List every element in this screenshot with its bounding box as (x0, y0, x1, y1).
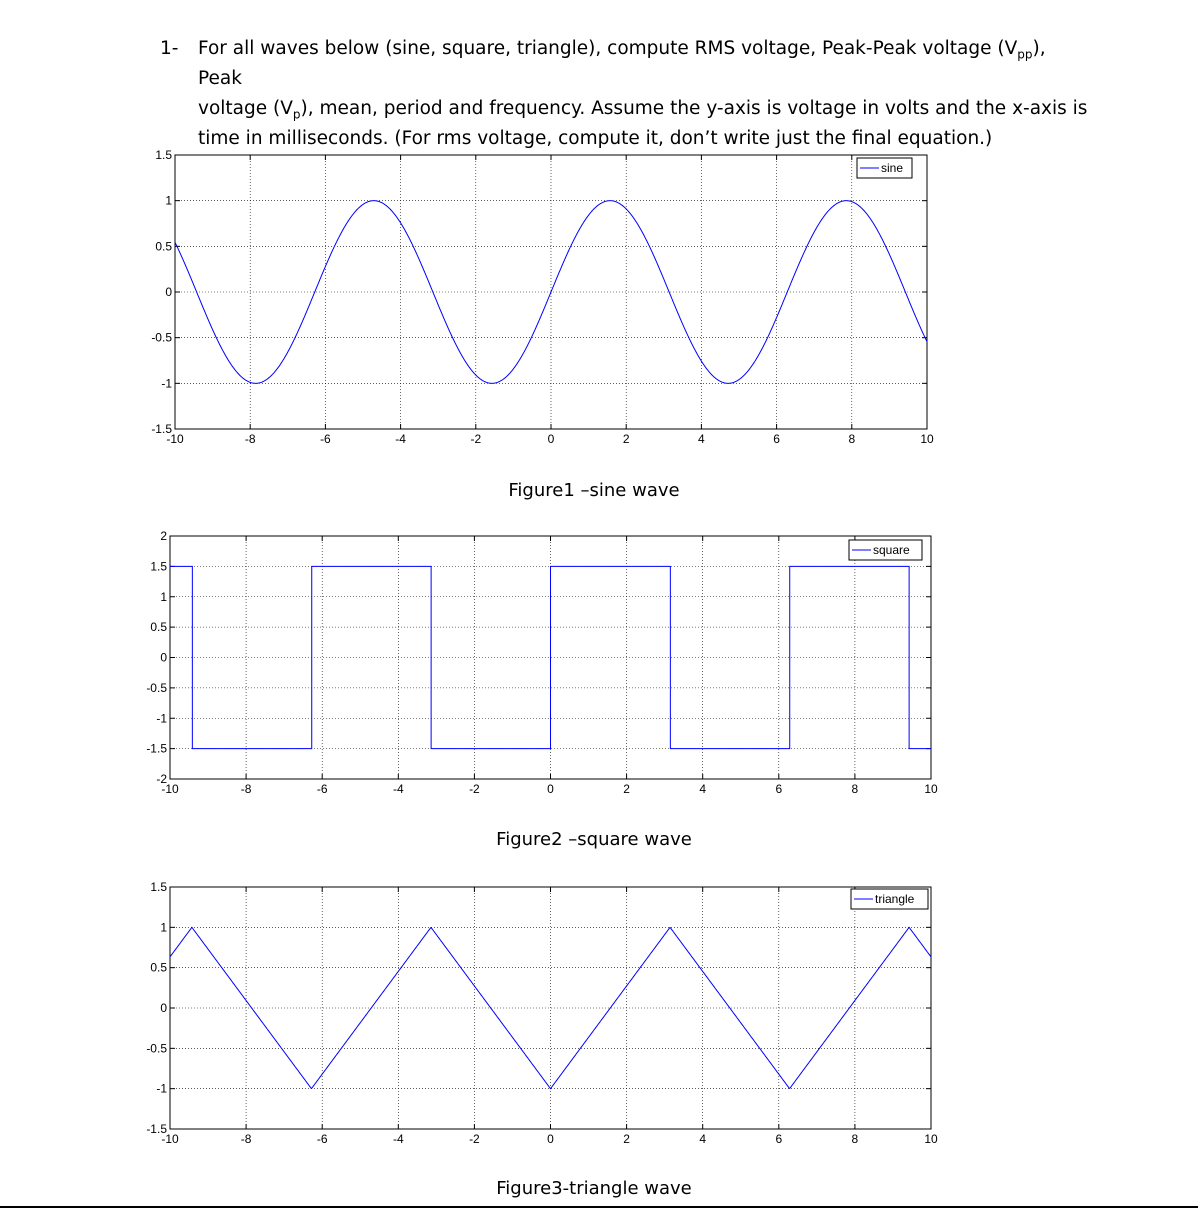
x-tick-label: 8 (851, 1132, 859, 1146)
y-tick-label: 1 (160, 589, 167, 604)
x-tick-label: -2 (469, 1132, 480, 1146)
x-tick-label: -10 (161, 782, 179, 796)
x-tick-label: 6 (775, 782, 783, 796)
legend-label: square (873, 543, 910, 557)
legend-label: sine (881, 161, 904, 175)
x-tick-label: -4 (392, 1132, 404, 1146)
y-tick-label: 0 (165, 285, 172, 299)
y-tick-label: 1.5 (150, 880, 167, 894)
x-tick-label: 4 (698, 432, 705, 446)
x-tick-label: -4 (392, 782, 404, 796)
y-tick-label: -1 (156, 1081, 167, 1096)
question-line1-suffix: ), Peak (198, 38, 1046, 89)
y-tick-label: 0.5 (155, 239, 172, 254)
x-tick-label: -6 (320, 432, 331, 446)
y-tick-label: 1.5 (150, 559, 167, 574)
x-tick-label: 6 (773, 432, 780, 446)
x-tick-label: -10 (166, 432, 184, 446)
x-tick-label: 0 (547, 432, 555, 446)
y-tick-label: -1 (161, 376, 172, 391)
x-tick-label: -2 (470, 432, 482, 446)
question-line1-prefix: For all waves below (sine, square, triangle), compute RMS voltage, Peak-Peak voltage (V (198, 38, 1018, 59)
x-tick-label: 6 (775, 1132, 783, 1146)
x-tick-label: 2 (623, 782, 630, 796)
y-tick-label: -0.5 (146, 1041, 167, 1056)
y-tick-label: -1.5 (146, 1122, 167, 1136)
x-tick-label: -10 (161, 1132, 179, 1146)
y-tick-label: 1 (160, 920, 167, 935)
question-line2-sub: p (292, 107, 301, 122)
x-tick-label: 8 (848, 432, 856, 446)
x-tick-label: -4 (395, 432, 406, 446)
x-tick-label: 4 (699, 1132, 707, 1146)
question-line3: time in milliseconds. (For rms voltage, compute it, don’t write just the final equation.) (198, 128, 993, 149)
x-tick-label: 10 (924, 1132, 938, 1146)
x-tick-label: -2 (469, 782, 480, 796)
x-tick-label: 4 (699, 782, 707, 796)
question-number: 1- (160, 38, 179, 59)
x-tick-label: 0 (547, 782, 554, 796)
x-tick-label: -6 (316, 782, 328, 796)
question-line2-suffix: ), mean, period and frequency. Assume the y-axis is voltage in volts and the x-axis is (300, 98, 1088, 119)
y-tick-label: -1.5 (146, 741, 167, 756)
figure3-caption: Figure3-triangle wave (496, 1178, 692, 1199)
x-tick-label: 10 (920, 432, 934, 446)
x-tick-label: 8 (851, 782, 859, 796)
y-tick-label: 1.5 (155, 148, 172, 162)
x-tick-label: -8 (240, 1132, 252, 1146)
figure1-caption: Figure1 –sine wave (508, 480, 680, 501)
x-tick-label: 2 (622, 432, 630, 446)
x-tick-label: 0 (547, 1132, 554, 1146)
x-tick-label: 2 (623, 1132, 630, 1146)
y-tick-label: 2 (160, 529, 167, 543)
question-line2-prefix: voltage (V (198, 98, 293, 119)
y-tick-label: -1.5 (151, 422, 172, 436)
x-tick-label: -8 (244, 432, 256, 446)
y-tick-label: 0.5 (150, 620, 167, 635)
y-tick-label: 1 (165, 193, 172, 208)
y-tick-label: -2 (156, 772, 167, 786)
y-tick-label: -0.5 (151, 330, 172, 345)
y-tick-label: -1 (156, 711, 167, 726)
y-tick-label: -0.5 (146, 680, 167, 695)
question-line1-sub: pp (1017, 47, 1033, 62)
legend-label: triangle (875, 892, 915, 906)
bottom-rule (0, 1206, 1198, 1208)
x-tick-label: 10 (924, 782, 938, 796)
y-tick-label: 0 (160, 650, 167, 665)
x-tick-label: -6 (316, 1132, 328, 1146)
figure2-caption: Figure2 –square wave (496, 829, 692, 850)
y-tick-label: 0 (160, 1001, 167, 1015)
y-tick-label: 0.5 (150, 960, 167, 975)
x-tick-label: -8 (240, 782, 252, 796)
